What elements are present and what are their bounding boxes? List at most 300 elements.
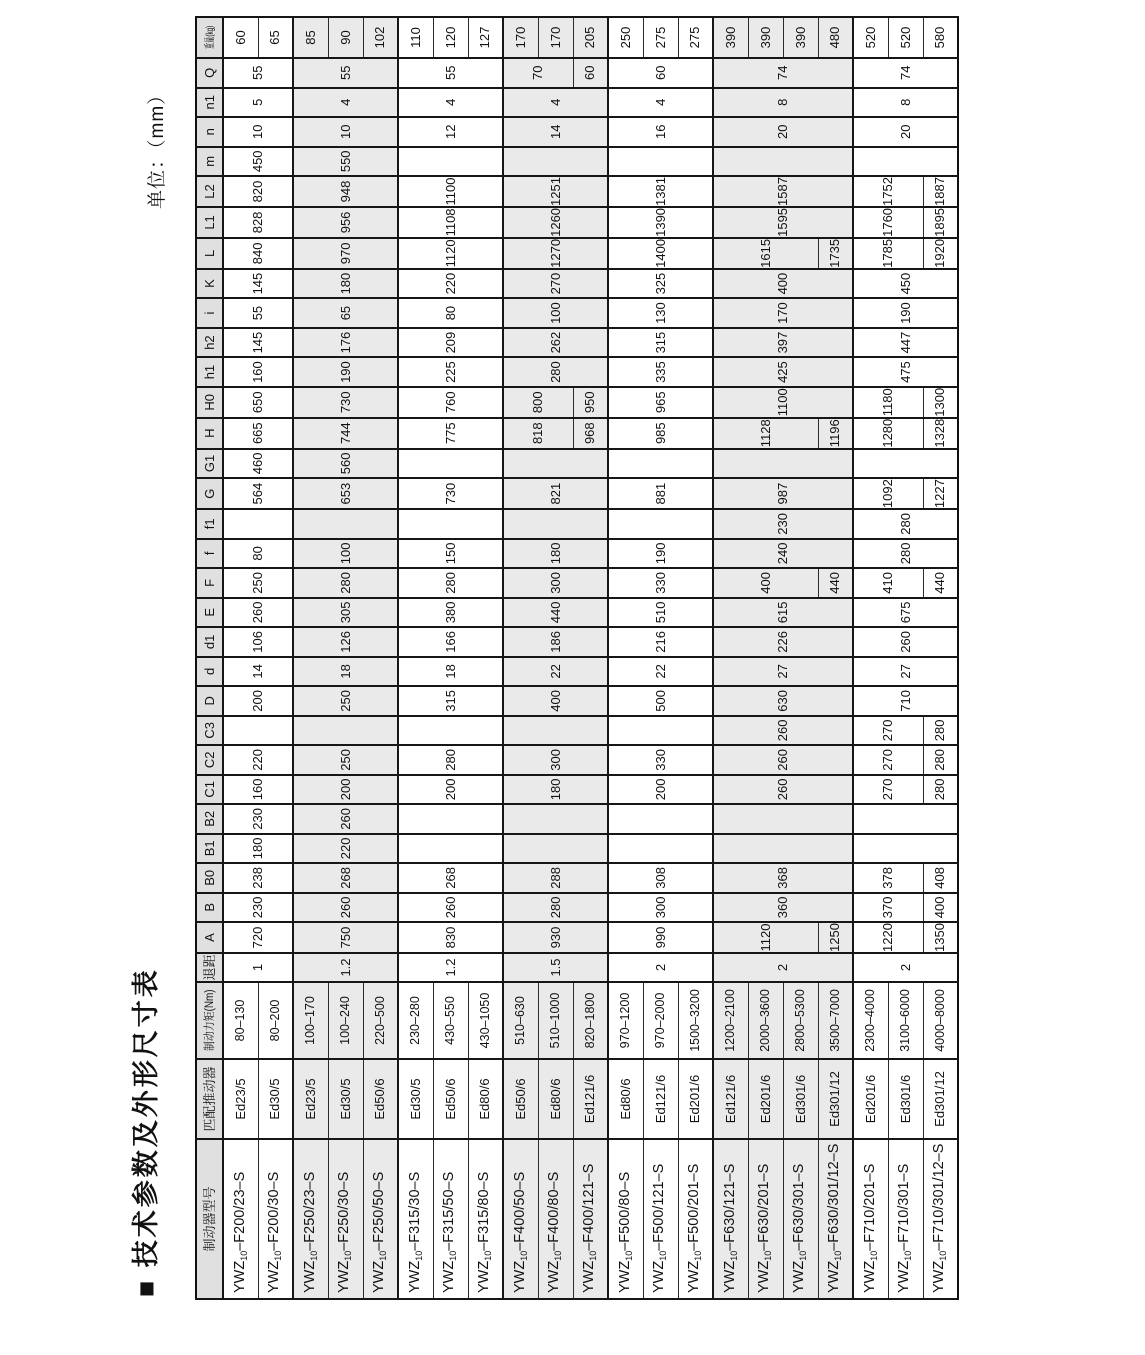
- table-cell: 150: [398, 539, 503, 569]
- table-cell: [713, 804, 853, 834]
- table-cell: Ed23/5: [293, 1059, 328, 1139]
- table-cell: 800: [503, 387, 573, 418]
- column-header: n1: [196, 88, 223, 118]
- table-cell: 238: [223, 863, 293, 893]
- table-cell: 288: [503, 863, 608, 893]
- table-cell: 145: [223, 328, 293, 358]
- table-cell: 1735: [818, 238, 853, 269]
- table-cell: 475: [853, 357, 958, 387]
- column-header: K: [196, 269, 223, 299]
- table-cell: 1108: [398, 207, 503, 238]
- table-cell: 260: [293, 893, 398, 923]
- table-cell: 5: [223, 88, 293, 118]
- table-cell: 990: [608, 922, 713, 953]
- table-cell: [398, 716, 503, 746]
- table-cell: 190: [853, 298, 958, 328]
- table-cell: Ed301/12: [818, 1059, 853, 1139]
- table-cell: 220: [223, 745, 293, 775]
- model-cell: $YWZ_{10}-F630/301/12-S$: [818, 1139, 853, 1299]
- table-cell: 400: [713, 568, 818, 598]
- model-cell: $YWZ_{10}-F500/201-S$: [678, 1139, 713, 1299]
- table-cell: [398, 804, 503, 834]
- table-cell: 330: [608, 745, 713, 775]
- table-cell: 3100–6000: [888, 982, 923, 1059]
- table-cell: 250: [293, 745, 398, 775]
- table-cell: 440: [923, 568, 958, 598]
- column-header: f: [196, 539, 223, 569]
- table-cell: [503, 147, 608, 177]
- column-header: B: [196, 893, 223, 923]
- table-cell: 80: [223, 539, 293, 569]
- table-cell: 400: [923, 893, 958, 923]
- table-cell: [608, 804, 713, 834]
- table-cell: 1785: [853, 238, 923, 269]
- table-cell: 120: [433, 17, 468, 58]
- table-cell: 250: [223, 568, 293, 598]
- table-cell: 1200–2100: [713, 982, 748, 1059]
- table-cell: 280: [503, 357, 608, 387]
- table-cell: 55: [223, 298, 293, 328]
- spec-table: [195, 16, 959, 1300]
- table-cell: 166: [398, 627, 503, 657]
- table-cell: 335: [608, 357, 713, 387]
- table-cell: 630: [713, 686, 853, 716]
- table-cell: 1120: [713, 922, 818, 953]
- table-cell: 985: [608, 418, 713, 449]
- table-cell: 750: [293, 922, 398, 953]
- table-cell: 1587: [713, 176, 853, 207]
- table-cell: 956: [293, 207, 398, 238]
- table-cell: 325: [608, 269, 713, 299]
- table-cell: 130: [608, 298, 713, 328]
- table-cell: [608, 147, 713, 177]
- table-cell: 818: [503, 418, 573, 449]
- column-header: G: [196, 478, 223, 509]
- table-cell: 270: [853, 716, 923, 746]
- table-cell: 390: [713, 17, 748, 58]
- table-cell: [223, 509, 293, 539]
- table-cell: Ed121/6: [713, 1059, 748, 1139]
- table-cell: 440: [503, 598, 608, 628]
- table-cell: Ed30/5: [328, 1059, 363, 1139]
- table-cell: [608, 449, 713, 479]
- model-cell: $YWZ_{10}-F400/50-S$: [503, 1139, 538, 1299]
- table-cell: Ed301/6: [783, 1059, 818, 1139]
- table-cell: 821: [503, 478, 608, 509]
- table-cell: 4: [608, 88, 713, 118]
- table-cell: 220–500: [363, 982, 398, 1059]
- table-cell: 4: [398, 88, 503, 118]
- column-header: D: [196, 686, 223, 716]
- table-cell: 180: [503, 775, 608, 805]
- table-cell: 881: [608, 478, 713, 509]
- model-cell: $YWZ_{10}-F500/80-S$: [608, 1139, 643, 1299]
- column-header: 制动力矩(Nm): [196, 982, 223, 1059]
- table-cell: 74: [853, 58, 958, 88]
- table-cell: 100: [293, 539, 398, 569]
- table-cell: 55: [223, 58, 293, 88]
- table-cell: 27: [853, 657, 958, 687]
- table-cell: 22: [503, 657, 608, 687]
- table-cell: 1615: [713, 238, 818, 269]
- table-cell: 14: [503, 117, 608, 147]
- table-cell: 260: [293, 804, 398, 834]
- table-cell: [398, 509, 503, 539]
- column-header: B0: [196, 863, 223, 893]
- table-cell: 315: [608, 328, 713, 358]
- table-cell: 170: [503, 17, 538, 58]
- table-cell: 250: [608, 17, 643, 58]
- table-cell: Ed201/6: [678, 1059, 713, 1139]
- table-cell: 430–1050: [468, 982, 503, 1059]
- table-cell: 2000–3600: [748, 982, 783, 1059]
- column-header: i: [196, 298, 223, 328]
- table-cell: 408: [923, 863, 958, 893]
- model-cell: $YWZ_{10}-F630/201-S$: [748, 1139, 783, 1299]
- table-cell: 1.2: [398, 953, 503, 982]
- table-cell: 180: [503, 539, 608, 569]
- table-cell: 580: [923, 17, 958, 58]
- table-cell: 106: [223, 627, 293, 657]
- table-cell: 1390: [608, 207, 713, 238]
- table-cell: [608, 834, 713, 864]
- column-header: d1: [196, 627, 223, 657]
- table-cell: 260: [223, 598, 293, 628]
- table-cell: 55: [398, 58, 503, 88]
- table-cell: 145: [223, 269, 293, 299]
- table-cell: 950: [573, 387, 608, 418]
- table-cell: 1887: [923, 176, 958, 207]
- table-cell: 4: [293, 88, 398, 118]
- column-header: C2: [196, 745, 223, 775]
- column-header: C1: [196, 775, 223, 805]
- table-cell: 1: [223, 953, 293, 982]
- model-cell: $YWZ_{10}-F630/301-S$: [783, 1139, 818, 1299]
- table-cell: 520: [853, 17, 888, 58]
- table-cell: 710: [853, 686, 958, 716]
- table-cell: 1920: [923, 238, 958, 269]
- table-cell: 828: [223, 207, 293, 238]
- table-cell: Ed50/6: [503, 1059, 538, 1139]
- table-cell: 270: [853, 775, 923, 805]
- table-cell: 260: [398, 893, 503, 923]
- table-cell: Ed121/6: [573, 1059, 608, 1139]
- table-cell: 16: [608, 117, 713, 147]
- table-cell: 1227: [923, 478, 958, 509]
- column-header: m: [196, 147, 223, 177]
- table-cell: 744: [293, 418, 398, 449]
- table-cell: [853, 804, 958, 834]
- table-cell: 216: [608, 627, 713, 657]
- table-cell: 190: [608, 539, 713, 569]
- table-cell: 225: [398, 357, 503, 387]
- table-cell: 370: [853, 893, 923, 923]
- table-cell: 1280: [853, 418, 923, 449]
- table-cell: 970–2000: [643, 982, 678, 1059]
- table-cell: 3500–7000: [818, 982, 853, 1059]
- table-cell: 80: [398, 298, 503, 328]
- table-cell: 280: [503, 893, 608, 923]
- table-cell: 730: [293, 387, 398, 418]
- table-cell: 987: [713, 478, 853, 509]
- table-cell: [853, 834, 958, 864]
- table-cell: 820: [223, 176, 293, 207]
- table-cell: [713, 147, 853, 177]
- column-header: H0: [196, 387, 223, 418]
- table-cell: 1128: [713, 418, 818, 449]
- table-cell: 380: [398, 598, 503, 628]
- table-cell: 65: [258, 17, 293, 58]
- table-cell: 280: [853, 509, 958, 539]
- table-cell: 176: [293, 328, 398, 358]
- table-cell: Ed121/6: [643, 1059, 678, 1139]
- table-cell: 20: [713, 117, 853, 147]
- table-cell: 102: [363, 17, 398, 58]
- table-cell: 450: [223, 147, 293, 177]
- model-cell: $YWZ_{10}-F315/50-S$: [433, 1139, 468, 1299]
- table-cell: 280: [398, 568, 503, 598]
- table-cell: [608, 716, 713, 746]
- table-cell: 400: [503, 686, 608, 716]
- table-cell: Ed201/6: [748, 1059, 783, 1139]
- table-cell: 720: [223, 922, 293, 953]
- model-cell: $YWZ_{10}-F710/301/12-S$: [923, 1139, 958, 1299]
- column-header: 重量(kg): [196, 17, 223, 58]
- table-cell: 8: [853, 88, 958, 118]
- column-header: h2: [196, 328, 223, 358]
- table-cell: 110: [398, 17, 433, 58]
- column-header: h1: [196, 357, 223, 387]
- table-cell: 2: [608, 953, 713, 982]
- table-cell: 262: [503, 328, 608, 358]
- table-cell: 1220: [853, 922, 923, 953]
- table-cell: 968: [573, 418, 608, 449]
- table-cell: 190: [293, 357, 398, 387]
- table-cell: 615: [713, 598, 853, 628]
- table-cell: Ed80/6: [538, 1059, 573, 1139]
- table-cell: 560: [293, 449, 398, 479]
- column-header: d: [196, 657, 223, 687]
- table-cell: 226: [713, 627, 853, 657]
- table-cell: [713, 834, 853, 864]
- table-cell: 260: [853, 627, 958, 657]
- table-cell: 14: [223, 657, 293, 687]
- table-cell: 280: [398, 745, 503, 775]
- table-cell: 100–240: [328, 982, 363, 1059]
- table-cell: 300: [503, 745, 608, 775]
- table-cell: 200: [608, 775, 713, 805]
- table-cell: 180: [223, 834, 293, 864]
- table-cell: 220: [293, 834, 398, 864]
- table-cell: 275: [678, 17, 713, 58]
- table-cell: 480: [818, 17, 853, 58]
- unit-label: 单位：（mm）: [147, 84, 168, 209]
- table-cell: [398, 147, 503, 177]
- column-header: B1: [196, 834, 223, 864]
- table-cell: 1120: [398, 238, 503, 269]
- table-cell: [503, 449, 608, 479]
- table-cell: 390: [748, 17, 783, 58]
- table-cell: 368: [713, 863, 853, 893]
- table-cell: 1100: [398, 176, 503, 207]
- column-header: n: [196, 117, 223, 147]
- table-cell: [503, 509, 608, 539]
- table-cell: 820–1800: [573, 982, 608, 1059]
- table-cell: 1.2: [293, 953, 398, 982]
- table-cell: 1270: [503, 238, 608, 269]
- table-cell: 65: [293, 298, 398, 328]
- column-header: F: [196, 568, 223, 598]
- table-cell: 1100: [713, 387, 853, 418]
- table-cell: 60: [608, 58, 713, 88]
- table-cell: 10: [293, 117, 398, 147]
- model-cell: $YWZ_{10}-F315/30-S$: [398, 1139, 433, 1299]
- table-cell: 1251: [503, 176, 608, 207]
- table-cell: 510–630: [503, 982, 538, 1059]
- table-cell: 85: [293, 17, 328, 58]
- model-cell: $YWZ_{10}-F400/80-S$: [538, 1139, 573, 1299]
- table-cell: 55: [293, 58, 398, 88]
- column-header: L1: [196, 207, 223, 238]
- table-cell: [853, 449, 958, 479]
- model-cell: $YWZ_{10}-F315/80-S$: [468, 1139, 503, 1299]
- table-cell: 170: [538, 17, 573, 58]
- table-cell: 209: [398, 328, 503, 358]
- table-cell: [503, 834, 608, 864]
- table-cell: [503, 716, 608, 746]
- table-cell: 460: [223, 449, 293, 479]
- table-cell: 665: [223, 418, 293, 449]
- column-header: B2: [196, 804, 223, 834]
- table-cell: 1196: [818, 418, 853, 449]
- model-cell: $YWZ_{10}-F500/121-S$: [643, 1139, 678, 1299]
- table-cell: 2: [713, 953, 853, 982]
- table-cell: Ed30/5: [258, 1059, 293, 1139]
- table-cell: 160: [223, 775, 293, 805]
- table-cell: 360: [713, 893, 853, 923]
- model-cell: $YWZ_{10}-F400/121-S$: [573, 1139, 608, 1299]
- table-cell: 200: [223, 686, 293, 716]
- table-cell: 260: [713, 745, 853, 775]
- table-cell: 1350: [923, 922, 958, 953]
- table-cell: 268: [398, 863, 503, 893]
- table-cell: 650: [223, 387, 293, 418]
- table-cell: 675: [853, 598, 958, 628]
- table-cell: 4: [503, 88, 608, 118]
- table-cell: 186: [503, 627, 608, 657]
- table-cell: 280: [923, 716, 958, 746]
- table-cell: [853, 147, 958, 177]
- column-header: Q: [196, 58, 223, 88]
- column-header: L: [196, 238, 223, 269]
- table-cell: 200: [398, 775, 503, 805]
- table-cell: 1092: [853, 478, 923, 509]
- table-cell: 1760: [853, 207, 923, 238]
- table-cell: 268: [293, 863, 398, 893]
- table-cell: 230: [713, 509, 853, 539]
- table-cell: Ed80/6: [608, 1059, 643, 1139]
- table-cell: 60: [573, 58, 608, 88]
- table-cell: 2: [853, 953, 958, 982]
- table-cell: 280: [923, 775, 958, 805]
- table-cell: 2300–4000: [853, 982, 888, 1059]
- table-cell: 305: [293, 598, 398, 628]
- table-cell: 27: [713, 657, 853, 687]
- table-cell: [293, 509, 398, 539]
- table-cell: 260: [713, 775, 853, 805]
- table-cell: 18: [293, 657, 398, 687]
- table-cell: [713, 449, 853, 479]
- column-header: 匹配推动器: [196, 1059, 223, 1139]
- column-header: 退距: [196, 953, 223, 982]
- table-cell: 1895: [923, 207, 958, 238]
- table-cell: 170: [713, 298, 853, 328]
- model-cell: $YWZ_{10}-F250/50-S$: [363, 1139, 398, 1299]
- table-cell: 1595: [713, 207, 853, 238]
- table-cell: 1.5: [503, 953, 608, 982]
- table-cell: 220: [398, 269, 503, 299]
- table-cell: 760: [398, 387, 503, 418]
- column-header: E: [196, 598, 223, 628]
- table-cell: 840: [223, 238, 293, 269]
- table-cell: Ed30/5: [398, 1059, 433, 1139]
- table-cell: Ed301/6: [888, 1059, 923, 1139]
- table-cell: Ed201/6: [853, 1059, 888, 1139]
- table-cell: 410: [853, 568, 923, 598]
- table-cell: Ed50/6: [433, 1059, 468, 1139]
- table-cell: 510–1000: [538, 982, 573, 1059]
- column-header: L2: [196, 176, 223, 207]
- table-cell: Ed23/5: [223, 1059, 258, 1139]
- table-cell: 1400: [608, 238, 713, 269]
- table-cell: 564: [223, 478, 293, 509]
- table-cell: 126: [293, 627, 398, 657]
- table-cell: 653: [293, 478, 398, 509]
- table-cell: 447: [853, 328, 958, 358]
- table-cell: 1500–3200: [678, 982, 713, 1059]
- table-cell: 730: [398, 478, 503, 509]
- table-cell: 12: [398, 117, 503, 147]
- table-cell: 1381: [608, 176, 713, 207]
- table-cell: 270: [853, 745, 923, 775]
- table-cell: 330: [608, 568, 713, 598]
- table-cell: 1328: [923, 418, 958, 449]
- table-cell: 280: [853, 539, 958, 569]
- column-header: G1: [196, 449, 223, 479]
- table-cell: 930: [503, 922, 608, 953]
- table-cell: 80–130: [223, 982, 258, 1059]
- table-cell: 275: [643, 17, 678, 58]
- table-cell: 550: [293, 147, 398, 177]
- table-cell: 400: [713, 269, 853, 299]
- table-cell: 240: [713, 539, 853, 569]
- table-cell: [293, 716, 398, 746]
- table-cell: [223, 716, 293, 746]
- table-cell: 22: [608, 657, 713, 687]
- table-cell: Ed50/6: [363, 1059, 398, 1139]
- table-cell: 280: [923, 745, 958, 775]
- table-cell: 10: [223, 117, 293, 147]
- table-cell: 260: [713, 716, 853, 746]
- table-cell: 70: [503, 58, 573, 88]
- table-cell: 8: [713, 88, 853, 118]
- table-cell: 60: [223, 17, 258, 58]
- table-cell: [608, 509, 713, 539]
- table-cell: 2800–5300: [783, 982, 818, 1059]
- table-cell: 440: [818, 568, 853, 598]
- table-cell: 127: [468, 17, 503, 58]
- table-cell: 74: [713, 58, 853, 88]
